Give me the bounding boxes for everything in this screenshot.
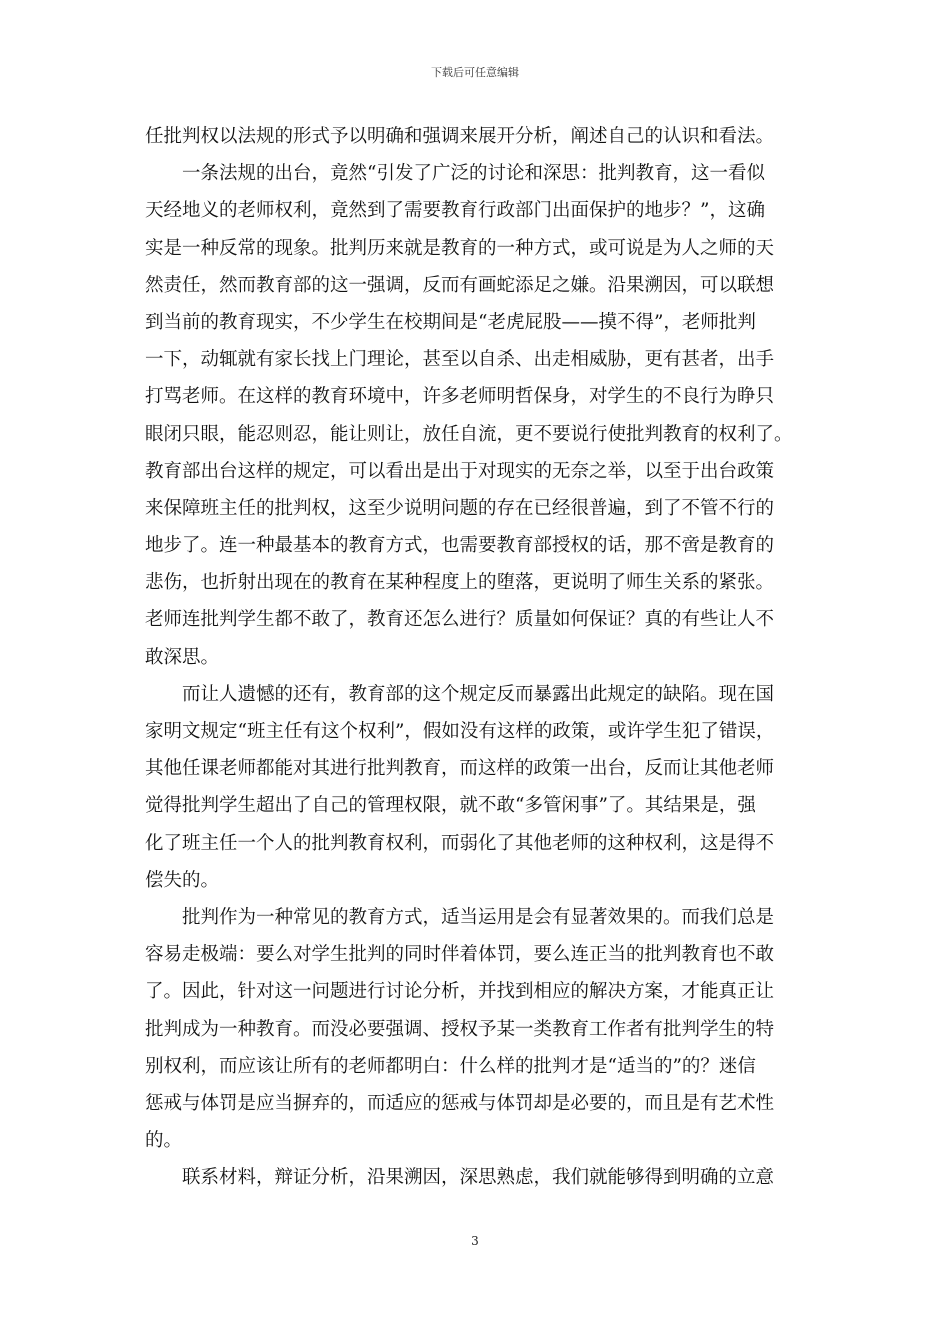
text-line: 批判作为一种常见的教育方式，适当运用是会有显著效果的。而我们总是	[182, 906, 775, 928]
text-line: 老师连批判学生都不敢了，教育还怎么进行？质量如何保证？真的有些让人不	[145, 609, 775, 631]
text-line: 而让人遗憾的还有，教育部的这个规定反而暴露出此规定的缺陷。现在国	[182, 683, 775, 705]
text-line: 地步了。连一种最基本的教育方式，也需要教育部授权的话，那不啻是教育的	[145, 535, 775, 557]
text-line: 觉得批判学生超出了自己的管理权限，就不敢“多管闲事”了。其结果是，强	[145, 795, 756, 817]
text-line: 一下，动辄就有家长找上门理论，甚至以自杀、出走相威胁，更有甚者，出手	[145, 349, 775, 371]
text-line: 批判成为一种教育。而没必要强调、授权予某一类教育工作者有批判学生的特	[145, 1018, 775, 1040]
text-line: 惩戒与体罚是应当摒弃的，而适应的惩戒与体罚却是必要的，而且是有艺术性	[145, 1092, 775, 1114]
text-line: 的。	[145, 1130, 183, 1152]
text-line: 眼闭只眼，能忍则忍，能让则让，放任自流，更不要说行使批判教育的权利了。	[145, 423, 793, 445]
page-header: 下载后可任意编辑	[431, 66, 519, 79]
text-line: 容易走极端：要么对学生批判的同时伴着体罚，要么连正当的批判教育也不敢	[145, 944, 775, 966]
text-line: 天经地义的老师权利，竟然到了需要教育行政部门出面保护的地步？”，这确	[145, 200, 765, 222]
text-line: 一条法规的出台，竟然“引发了广泛的讨论和深思：批判教育，这一看似	[182, 163, 765, 185]
page-number: 3	[471, 1234, 479, 1248]
text-line: 到当前的教育现实，不少学生在校期间是“老虎屁股——摸不得”，老师批判	[145, 311, 756, 333]
text-line: 来保障班主任的批判权，这至少说明问题的存在已经很普遍，到了不管不行的	[145, 497, 775, 519]
text-line: 教育部出台这样的规定，可以看出是出于对现实的无奈之举，以至于出台政策	[145, 460, 775, 482]
text-line: 其他任课老师都能对其进行批判教育，而这样的政策一出台，反而让其他老师	[145, 758, 775, 780]
text-line: 然责任，然而教育部的这一强调，反而有画蛇添足之嫌。沿果溯因，可以联想	[145, 274, 775, 296]
text-line: 家明文规定“班主任有这个权利”，假如没有这样的政策，或许学生犯了错误，	[145, 721, 775, 742]
text-line: 任批判权以法规的形式予以明确和强调来展开分析，阐述自己的认识和看法。	[145, 126, 775, 147]
document-body	[145, 118, 813, 1196]
text-line: 别权利，而应该让所有的老师都明白：什么样的批判才是“适当的”的？迷信	[145, 1055, 756, 1077]
text-line: 敢深思。	[145, 646, 220, 668]
text-line: 实是一种反常的现象。批判历来就是教育的一种方式，或可说是为人之师的天	[145, 237, 775, 259]
text-line: 联系材料，辩证分析，沿果溯因，深思熟虑，我们就能够得到明确的立意	[182, 1167, 775, 1189]
text-line: 化了班主任一个人的批判教育权利，而弱化了其他老师的这种权利，这是得不	[145, 832, 775, 854]
text-line: 了。因此，针对这一问题进行讨论分析，并找到相应的解决方案，才能真正让	[145, 981, 775, 1003]
text-line: 打骂老师。在这样的教育环境中，许多老师明哲保身，对学生的不良行为睁只	[145, 386, 775, 408]
text-line: 偿失的。	[145, 869, 220, 891]
text-line: 悲伤，也折射出现在的教育在某种程度上的堕落，更说明了师生关系的紧张。	[145, 572, 775, 594]
